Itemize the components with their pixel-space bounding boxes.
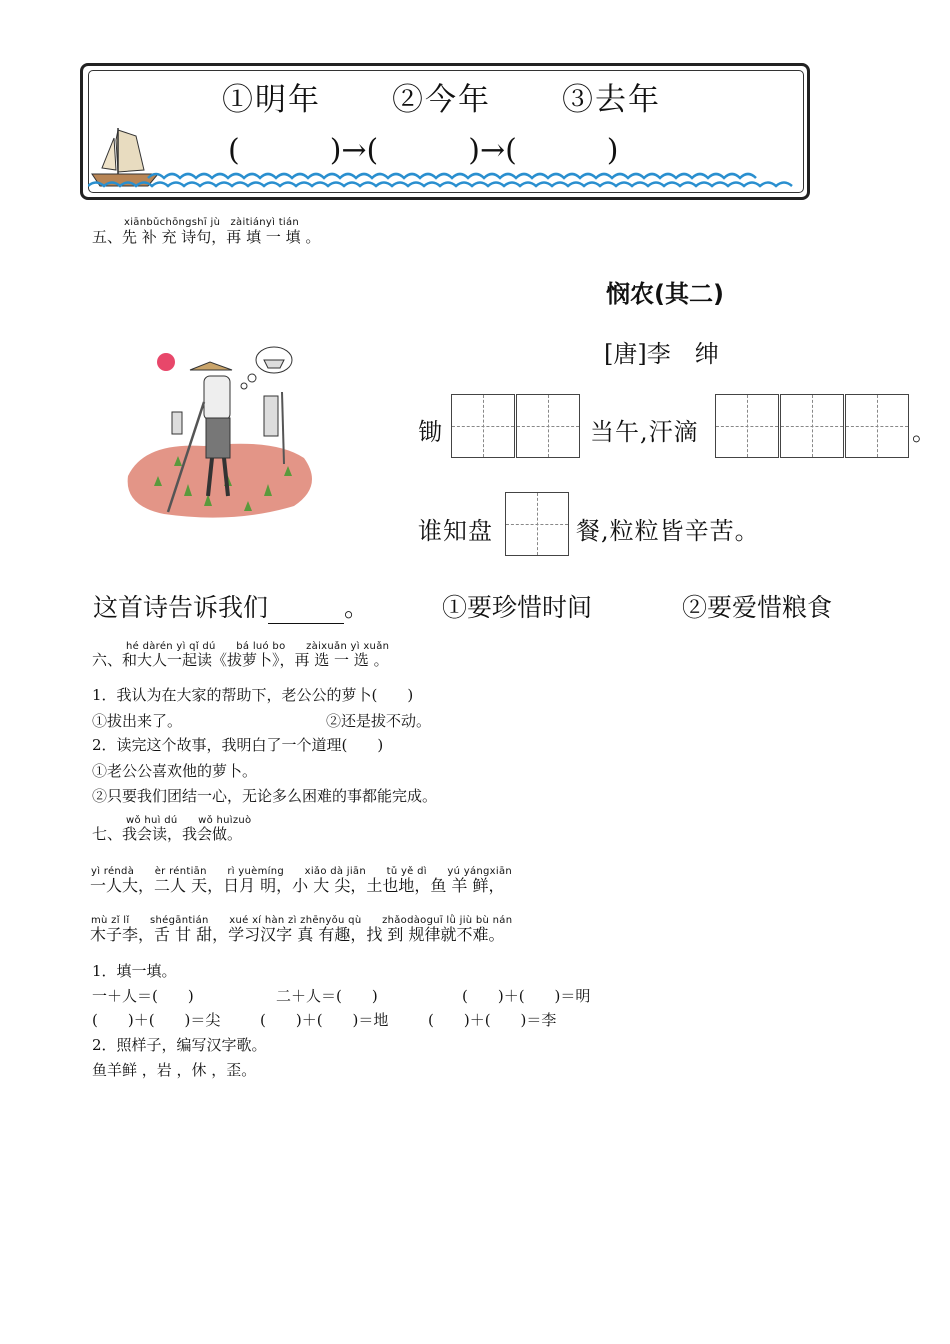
fill-row2-a: ( )＋( )＝尖 — [92, 1011, 221, 1029]
poem-author: [唐]李 绅 — [604, 340, 719, 368]
answer-blank[interactable] — [268, 601, 344, 624]
option-last-year: ③去年 — [562, 82, 661, 118]
fill-row1-c: ( )＋( )＝明 — [462, 987, 591, 1005]
poem-line1-start: 锄 — [418, 418, 443, 446]
section7-title: 七、我会读，我会做。 — [92, 825, 243, 843]
char-box[interactable] — [715, 394, 779, 458]
fill-row1-b: 二＋人＝( ) — [276, 987, 378, 1005]
poem-question-end: 。 — [344, 593, 370, 622]
s6-q1-option-2: ②还是拔不动。 — [326, 712, 432, 730]
poem-line2-start: 谁知盘 — [418, 517, 493, 545]
s6-question-1: 1．我认为在大家的帮助下，老公公的萝卜( ) — [92, 686, 414, 704]
poem-question-text: 这首诗告诉我们 — [93, 593, 269, 622]
poem-title: 悯农(其二) — [606, 280, 724, 308]
char-box[interactable] — [451, 394, 515, 458]
section7-pinyin: wǒ huì dú wǒ huìzuò — [126, 815, 252, 826]
poem-option-1: ①要珍惜时间 — [442, 593, 593, 622]
char-box[interactable] — [505, 492, 569, 556]
section6-pinyin: hé dàrén yì qǐ dú bá luó bo zàixuǎn yì xuǎn — [126, 641, 390, 652]
char-box[interactable] — [845, 394, 909, 458]
section5-pinyin: xiānbǔchōngshī jù zàitiányì tián — [124, 217, 300, 228]
s7-question-1: 1．填一填。 — [92, 962, 177, 980]
fill-row2-c: ( )＋( )＝李 — [428, 1011, 557, 1029]
poem-question — [93, 588, 369, 624]
song-pinyin-2: mù zǐ lǐ shégāntián xué xí hàn zì zhēnyǒu qù zhǎodàoguī lǜ jiù bù nán — [91, 915, 513, 926]
poem-line2-end: 餐,粒粒皆辛苦。 — [576, 517, 760, 545]
song-line-1: 一人大，二人 天，日月 明，小 大 尖，土也地，鱼 羊 鲜， — [90, 876, 505, 895]
s6-question-2: 2．读完这个故事，我明白了一个道理( ) — [92, 736, 384, 754]
s6-q2-option-2: ②只要我们团结一心，无论多么困难的事都能完成。 — [92, 787, 438, 805]
sailboat-waves-illustration — [88, 122, 804, 194]
poem-line1-middle: 当午,汗滴 — [590, 418, 699, 446]
s7-example: 鱼羊鲜 ，岩 ，休 ，歪。 — [92, 1061, 257, 1079]
option-this-year: ②今年 — [392, 82, 491, 118]
section6-title: 六、和大人一起读《拔萝卜》，再 选 一 选 。 — [92, 651, 389, 669]
s6-q1-option-1: ①拔出来了。 — [92, 712, 183, 730]
option-next-year: ①明年 — [222, 82, 321, 118]
farmer-illustration — [124, 346, 324, 528]
poem-option-2: ②要爱惜粮食 — [682, 593, 833, 622]
s6-q2-option-1: ①老公公喜欢他的萝卜。 — [92, 762, 258, 780]
poem-line1-end: 。 — [912, 418, 937, 446]
char-box[interactable] — [516, 394, 580, 458]
song-line-2: 木子李，舌 甘 甜，学习汉字 真 有趣，找 到 规律就不难。 — [90, 925, 505, 944]
char-box[interactable] — [780, 394, 844, 458]
sequence-blanks: ( )→( )→( ) — [228, 133, 619, 168]
fill-row2-b: ( )＋( )＝地 — [260, 1011, 389, 1029]
section5-title: 五、先 补 充 诗句，再 填 一 填 。 — [92, 228, 321, 246]
song-pinyin-1: yì réndà èr réntiān rì yuèmíng xiǎo dà jiān tǔ yě dì yú yángxiān — [91, 866, 513, 877]
fill-row1-a: 一＋人＝( ) — [92, 987, 194, 1005]
sun-icon — [157, 353, 175, 371]
s7-question-2: 2．照样子，编写汉字歌。 — [92, 1036, 267, 1054]
